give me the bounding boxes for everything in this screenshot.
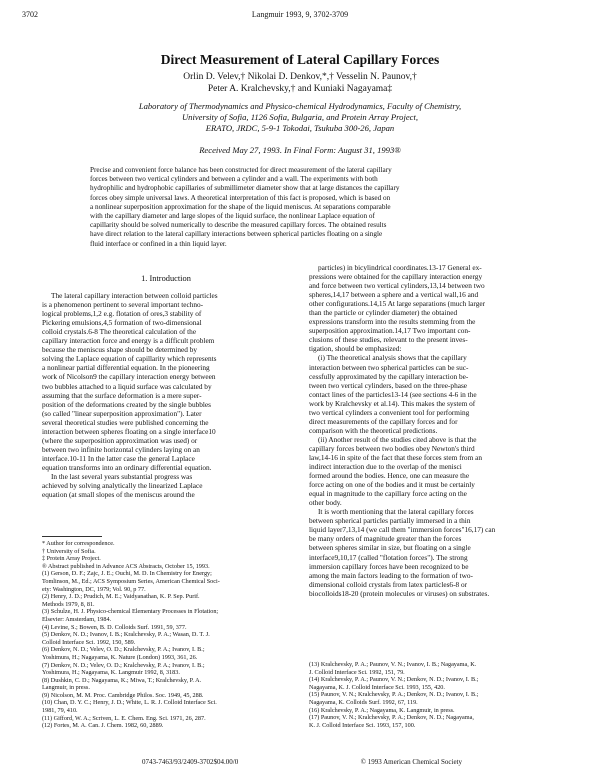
text-line: spheres,14,17 between a sphere and a vertical wall,16 and	[309, 290, 479, 300]
footnote-line: (12) Fortes, M. A. Can. J. Chem. 1982, 60, 2889.	[42, 722, 164, 730]
text-line: (ii) Another result of the studies cited above is that the	[318, 434, 477, 444]
text-line: colloid crystals.6-8 The theoretical calculation of the	[42, 327, 197, 337]
abstract-line: have direct relation to the lateral capillary interactions between spherical particles floating on a single	[90, 230, 383, 239]
text-line: than the particle or cylinder diameter) the obtained	[309, 308, 458, 318]
footnote-line: Nagayama, K. J. Colloid Interface Sci. 1993, 155, 420.	[309, 683, 445, 691]
footnote-line: (17) Paunov, V. N.; Kralchevsky, P. A.; Denkov, N. D.; Nagayama,	[309, 714, 474, 722]
abstract	[90, 166, 510, 249]
text-line: liquid layer7,13,14 (we call them "immersion forces"16,17) can	[309, 525, 496, 535]
footnote-line: (14) Kralchevsky, P. A.; Paunov, V. N.; Denkov, N. D.; Ivanov, I. B.;	[309, 676, 479, 684]
footnote-line: * Author for correspondence.	[42, 540, 115, 547]
text-line: contact lines of the particles13-14 (see sections 4-6 in the	[309, 389, 477, 399]
abstract-line: forces between two vertical cylinders and between a cylinder and a wall. The experiments with both	[90, 175, 378, 184]
text-line: and force between two vertical cylinders,13,14 between two	[309, 281, 485, 291]
text-line: law,14-16 in spite of the fact that these forces stem from an	[309, 452, 482, 462]
text-line: (i) The theoretical analysis shows that the capillary	[318, 353, 467, 363]
authors-line: Orlin D. Velev,† Nikolai D. Denkov,*,† Vesselin N. Paunov,†	[183, 72, 417, 82]
text-line: achieved by solving analytically the linearized Laplace	[42, 481, 203, 491]
text-line: indirect interaction due to the overlap of the menisci	[309, 462, 462, 472]
footnote-line: (9) Nicolson, M. M. Proc. Cambridge Philos. Soc. 1949, 45, 288.	[42, 691, 204, 699]
text-line: equation (at small slopes of the meniscus around the	[42, 490, 195, 500]
affiliation-line: ERATO, JRDC, 5-9-1 Tokodai, Tsukuba 300-26, Japan	[205, 123, 395, 133]
text-line: several theoretical studies were published concerning the	[42, 417, 209, 427]
text-line: Pickering emulsions,4,5 formation of two-dimensional	[42, 318, 202, 328]
text-line: force acting on one of the bodies and it must be certainly	[309, 480, 475, 490]
footnote-line: ® Abstract published in Advance ACS Abstracts, October 15, 1993.	[42, 562, 210, 570]
text-line: comparison with the theoretical predictions.	[309, 425, 438, 435]
affiliation	[0, 101, 600, 134]
section-heading: 1. Introduction	[141, 274, 191, 283]
abstract-line: Precise and convenient force balance has been constructed for direct measurement of the lateral capillary	[90, 166, 392, 174]
text-line: direct measurements of the capillary forces and for	[309, 416, 458, 426]
abstract-line: capillarity should be solved numerically to describe the measured capillary forces. The obtained results	[90, 221, 387, 230]
footnotes-right	[309, 661, 560, 729]
text-line: clusions of these studies, relevant to the present inves-	[309, 335, 468, 345]
text-line: cessfully approximated by the capillary interaction be-	[309, 371, 469, 381]
footnote-line: Yoshimura, H.; Nagayama, K. Langmuir 1992, 8, 3183.	[42, 669, 180, 677]
text-line: other body.	[309, 498, 342, 508]
text-line: interaction between spheres floating on a single interface10	[42, 426, 216, 436]
text-line: (where the superposition approximation was used) or	[42, 435, 198, 445]
text-line: biocolloids18-20 (protein molecules or viruses) on substrates.	[309, 588, 490, 598]
left-column	[42, 263, 290, 499]
footnote-line: (11) Gifford, W. A.; Scriven, L. E. Chem. Eng. Sci. 1971, 26, 287.	[42, 714, 206, 722]
text-line: particles) in bicylindrical coordinates.13-17 General ex-	[318, 263, 482, 272]
abstract-line: with the capillary diameter and large slopes of the liquid surface, the nonlinear Laplace equation of	[90, 212, 375, 221]
running-header	[22, 10, 578, 22]
footnote-line: (3) Schulze, H. J. Physico-chemical Elementary Processes in Flotation;	[42, 608, 219, 616]
footnotes-left	[42, 540, 290, 730]
text-line: a nonlinear partial differential equation. In the pioneering	[42, 363, 210, 373]
text-line: because the meniscus shape should be determined by	[42, 345, 198, 355]
text-line: interaction between two spherical particles can be suc-	[309, 362, 469, 372]
text-line: capillary interaction force and energy is a difficult problem	[42, 336, 215, 346]
text-line: work by Kralchevsky et al.14). This makes the system of	[309, 398, 476, 408]
text-line: between spherical particles partially immersed in a thin	[309, 516, 471, 526]
text-line: capillary forces between two bodies obey Newton's third	[309, 443, 475, 453]
text-line: logical problems,1,2 e.g. flotation of ores,3 stability of	[42, 309, 202, 319]
footnote-line: ‡ Protein Array Project.	[42, 555, 101, 563]
article-title: Direct Measurement of Lateral Capillary Forces	[160, 52, 440, 67]
journal-reference: Langmuir 1993, 9, 3702-3709	[251, 10, 349, 19]
text-line: work of Nicolson9 the capillary interaction energy between	[42, 372, 216, 382]
footnote-line: K. J. Colloid Interface Sci. 1993, 157, 100.	[309, 721, 416, 729]
text-line: pressions were obtained for the capillary interaction energy	[309, 272, 483, 282]
text-line: two bubbles attached to a liquid surface was calculated by	[42, 381, 212, 391]
affiliation-line: Laboratory of Thermodynamics and Physico-chemical Hydrodynamics, Faculty of Chemistry,	[138, 101, 462, 111]
text-line: solving the Laplace equation of capillarity which represents	[42, 354, 217, 364]
footnote-line: Methods 1979, 8, 81.	[42, 600, 95, 608]
abstract-line: a nonlinear superposition approximation for the shape of the liquid meniscus. At separations comparable	[90, 202, 391, 211]
footnote-line: (2) Henry, J. D.; Prudich, M. E.; Vaidyanathan, K. P. Sep. Purif.	[42, 593, 200, 601]
page-number: 3702	[22, 10, 38, 19]
page-footer	[142, 758, 462, 768]
text-line: is a phenomenon pertinent to several important techno-	[42, 300, 204, 310]
text-line: In the last several years substantial progress was	[51, 471, 193, 481]
author-list	[0, 71, 600, 95]
text-line: It is worth mentioning that the lateral capillary forces	[318, 507, 474, 517]
footnote-line: (4) Levine, S.; Bowen, B. D. Colloids Surf. 1991, 59, 377.	[42, 623, 187, 631]
footnote-line: Nagayama, K. Colloids Surf. 1992, 67, 119.	[309, 698, 418, 706]
footnote-line: 1981, 79, 410.	[42, 707, 78, 715]
received-dates: Received May 27, 1993. In Final Form: August 31, 1993®	[199, 145, 401, 155]
footnote-line: Tomlinson, M., Ed.; ACS Symposium Series, American Chemical Soci-	[42, 577, 220, 585]
abstract-line: forces obey simple universal laws. A theoretical interpretation of this fact is proposed, which is based on	[90, 193, 391, 202]
paragraph	[309, 353, 560, 434]
text-line: position of the deformations created by the single bubbles	[42, 399, 212, 409]
text-line: The lateral capillary interaction between colloid particles	[51, 291, 218, 301]
text-line: interface.10-11 In the latter case the general Laplace	[42, 453, 195, 463]
abstract-line: fluid interface or confined in a thin liquid layer.	[90, 239, 227, 248]
affiliation-line: University of Sofia, 1126 Sofia, Bulgaria, and Protein Array Project,	[181, 112, 419, 122]
text-line: equation transforms into an ordinary differential equation.	[42, 462, 212, 472]
paragraph	[309, 507, 560, 597]
text-line: between spheres similar in size, but floating on a single	[309, 543, 471, 553]
text-line: be many orders of magnitude greater than the forces	[309, 534, 462, 544]
authors-line: Peter A. Kralchevsky,† and Kuniaki Nagayama‡	[207, 84, 393, 94]
text-line: two vertical cylinders a convenient tool for performing	[309, 407, 470, 417]
text-line: assuming that the surface deformation is a mere super-	[42, 390, 202, 400]
text-line: interface9,10,17 (called "flotation forces"). The strong	[309, 552, 468, 562]
footnote-line: (6) Denkov, N. D.; Velev, O. D.; Kralchevsky, P. A.; Ivanov, I. B.;	[42, 646, 205, 654]
footnote-line: J. Colloid Interface Sci. 1992, 151, 79.	[309, 668, 405, 676]
text-line: immersion capillary forces have been recognized to be	[309, 561, 469, 571]
footnote-line: (15) Paunov, V. N.; Kralchevsky, P. A.; Denkov, N. D.; Ivanov, I. B.;	[309, 691, 479, 699]
paragraph	[42, 291, 290, 472]
text-line: among the main factors leading to the formation of two-	[309, 570, 473, 580]
footnote-line: (10) Chan, D. Y. C.; Henry, J. D.; White, L. R. J. Colloid Interface Sci.	[42, 699, 217, 707]
footnote-line: (7) Denkov, N. D.; Velev, O. D.; Kralchevsky, P. A.; Ivanov, I. B.;	[42, 661, 205, 669]
text-line: tween two vertical cylinders, based on the three-phase	[309, 380, 468, 390]
article-code: 0743-7463/93/2409-3702$04.00/0	[142, 758, 239, 766]
footnote-rule	[42, 536, 102, 537]
footnote-line: (8) Dushkin, C. D.; Nagayama, K.; Miwa, T.; Kralchevsky, P. A.	[42, 676, 202, 684]
right-column	[309, 263, 560, 598]
copyright: © 1993 American Chemical Society	[360, 758, 462, 766]
text-line: between two infinite horizontal cylinders laying on an	[42, 444, 200, 454]
footnote-line: † University of Sofia.	[42, 547, 96, 555]
paragraph	[309, 435, 560, 507]
footnote-line: (13) Kralchevsky, P. A.; Paunov, V. N.; Ivanov, I. B.; Nagayama, K.	[309, 661, 477, 668]
footnote-line: (5) Denkov, N. D.; Ivanov, I. B.; Kralchevsky, P. A.; Wasan, D. T. J.	[42, 631, 210, 639]
footnote-line: (16) Kralchevsky, P. A.; Nagayama, K. Langmuir, in press.	[309, 706, 455, 714]
text-line: (so called "linear superposition approximation"). Later	[42, 408, 202, 418]
footnote-line: ety: Washington, DC, 1979; Vol. 90, p 77.	[42, 585, 146, 593]
footnote-line: Yoshimura, H.; Nagayama, K. Nature (London) 1993, 361, 26.	[42, 653, 198, 661]
paragraph	[42, 472, 290, 499]
text-line: expressions transform into the results stemming from the	[309, 317, 476, 327]
text-line: tigation, should be emphasized:	[309, 344, 402, 354]
paragraph	[309, 263, 560, 353]
footnote-line: Elsevier: Amsterdam, 1984.	[42, 615, 112, 623]
footnote-line: (1) Gerson, D. F.; Zajc, J. E.; Ouchi, M. D. In Chemistry for Energy;	[42, 570, 212, 578]
footnote-line: Langmuir, in press.	[42, 684, 90, 692]
text-line: other configurations.14,15 At large separations (much larger	[309, 299, 486, 309]
text-line: superposition approximation.14,17 Two important con-	[309, 326, 471, 336]
abstract-line: hydrophilic and hydrophobic capillaries of submillimeter diameter show that at large distances the capillary	[90, 184, 400, 193]
text-line: dimensional colloid crystals from latex particles6-8 or	[309, 579, 468, 589]
text-line: formed around the bodies. Hence, one can measure the	[309, 471, 470, 481]
footnote-line: Colloid Interface Sci. 1992, 150, 589.	[42, 638, 136, 646]
text-line: equal in magnitude to the capillary force acting on the	[309, 489, 467, 499]
